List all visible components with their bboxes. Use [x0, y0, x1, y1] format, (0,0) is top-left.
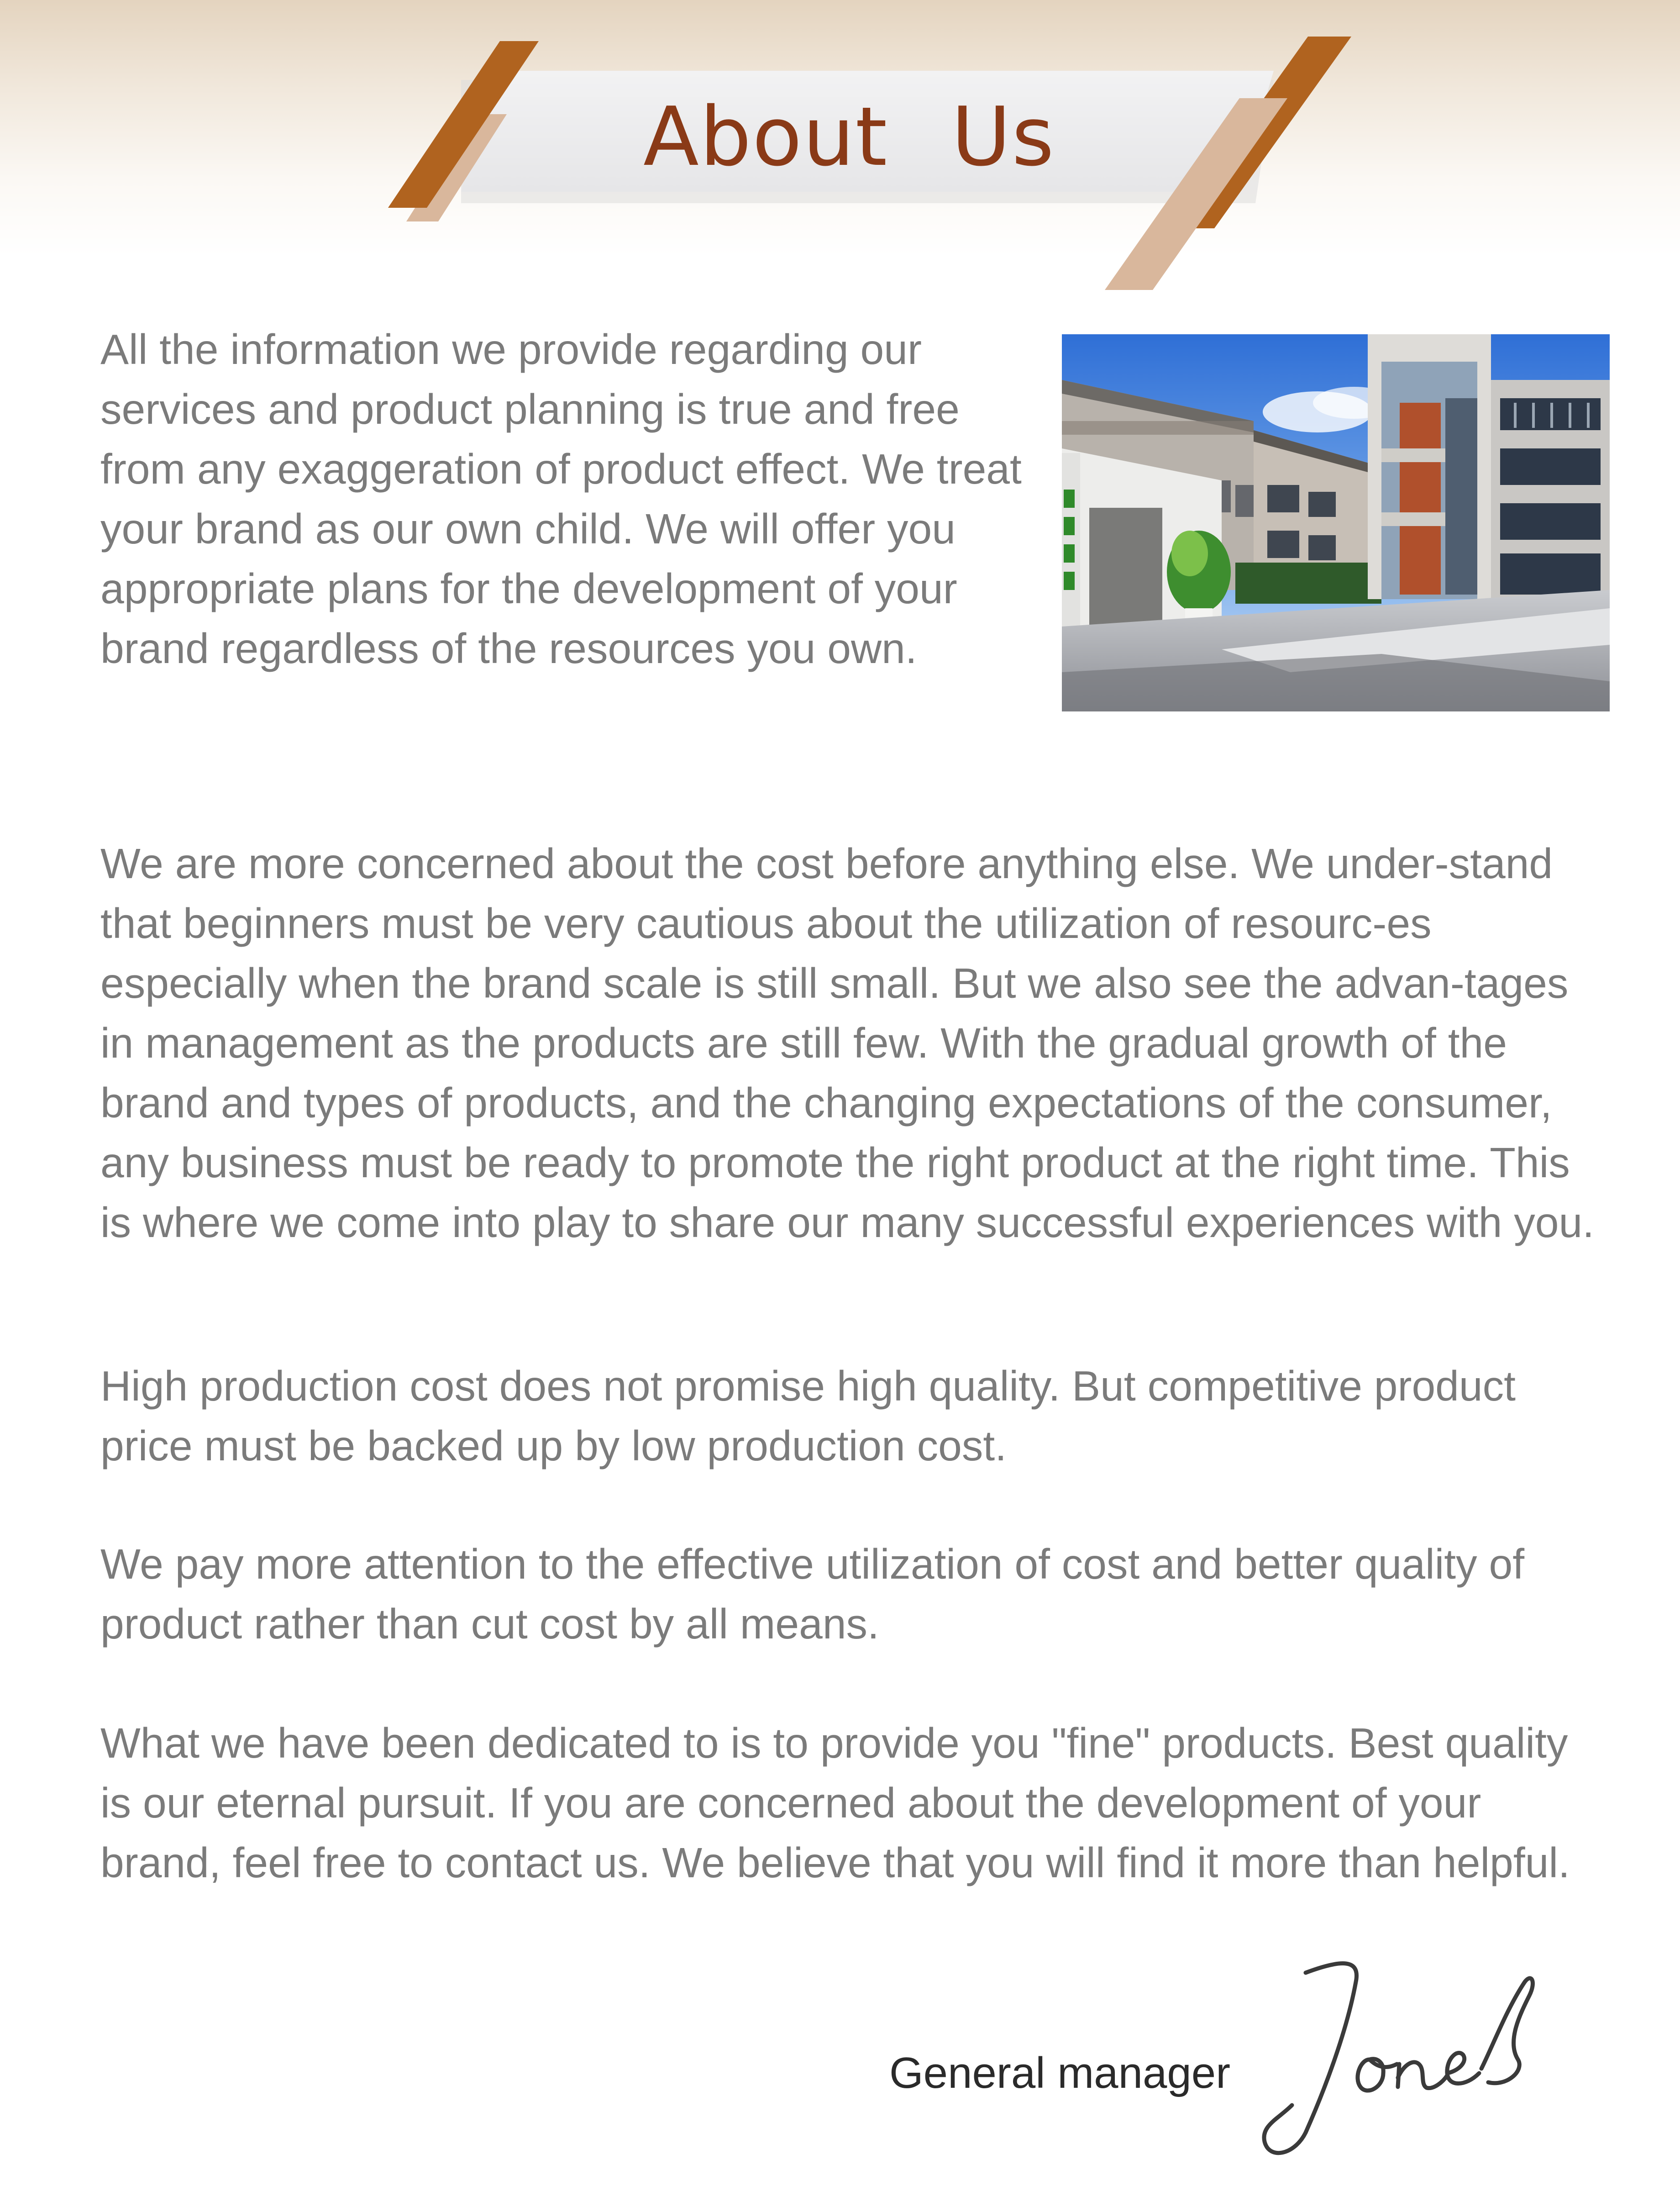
dedication-paragraph: What we have been dedicated to is to provide you "fine" products. Best quality is our eternal pursuit. If you are concerned about the development of your brand, feel free to contact us. We believe that you will find it more than helpful. [100, 1719, 1570, 1886]
quality-paragraph: High production cost does not promise high quality. But competitive product price must be backed up by low production cost. [100, 1362, 1516, 1469]
signature-jones [1251, 1954, 1570, 2165]
page-title: About Us [643, 90, 1055, 184]
attention-paragraph: We pay more attention to the effective utilization of cost and better quality of product rather than cut cost by all means. [100, 1540, 1525, 1648]
intro-paragraph: All the information we provide regarding our services and product planning is true and free from any exaggeration of product effect. We treat your brand as our own child. We will offer you appropriate plans for the development of your brand regardless of the resources you own. [100, 326, 1022, 672]
company-building-photo [1062, 334, 1610, 711]
signoff-role: General manager [889, 2049, 1231, 2097]
cost-paragraph: We are more concerned about the cost before anything else. We under-stand that beginners must be very cautious about the utilization of resourc-es especially when the brand scale is still small. But we also see the advan-tages in management as the products are still few. With the gradual growth of the brand and types of products, and the changing expectations of the consumer, any business must be ready to promote the right product at the right time. This is where we come into play to share our many successful experiences with you. [100, 840, 1595, 1246]
